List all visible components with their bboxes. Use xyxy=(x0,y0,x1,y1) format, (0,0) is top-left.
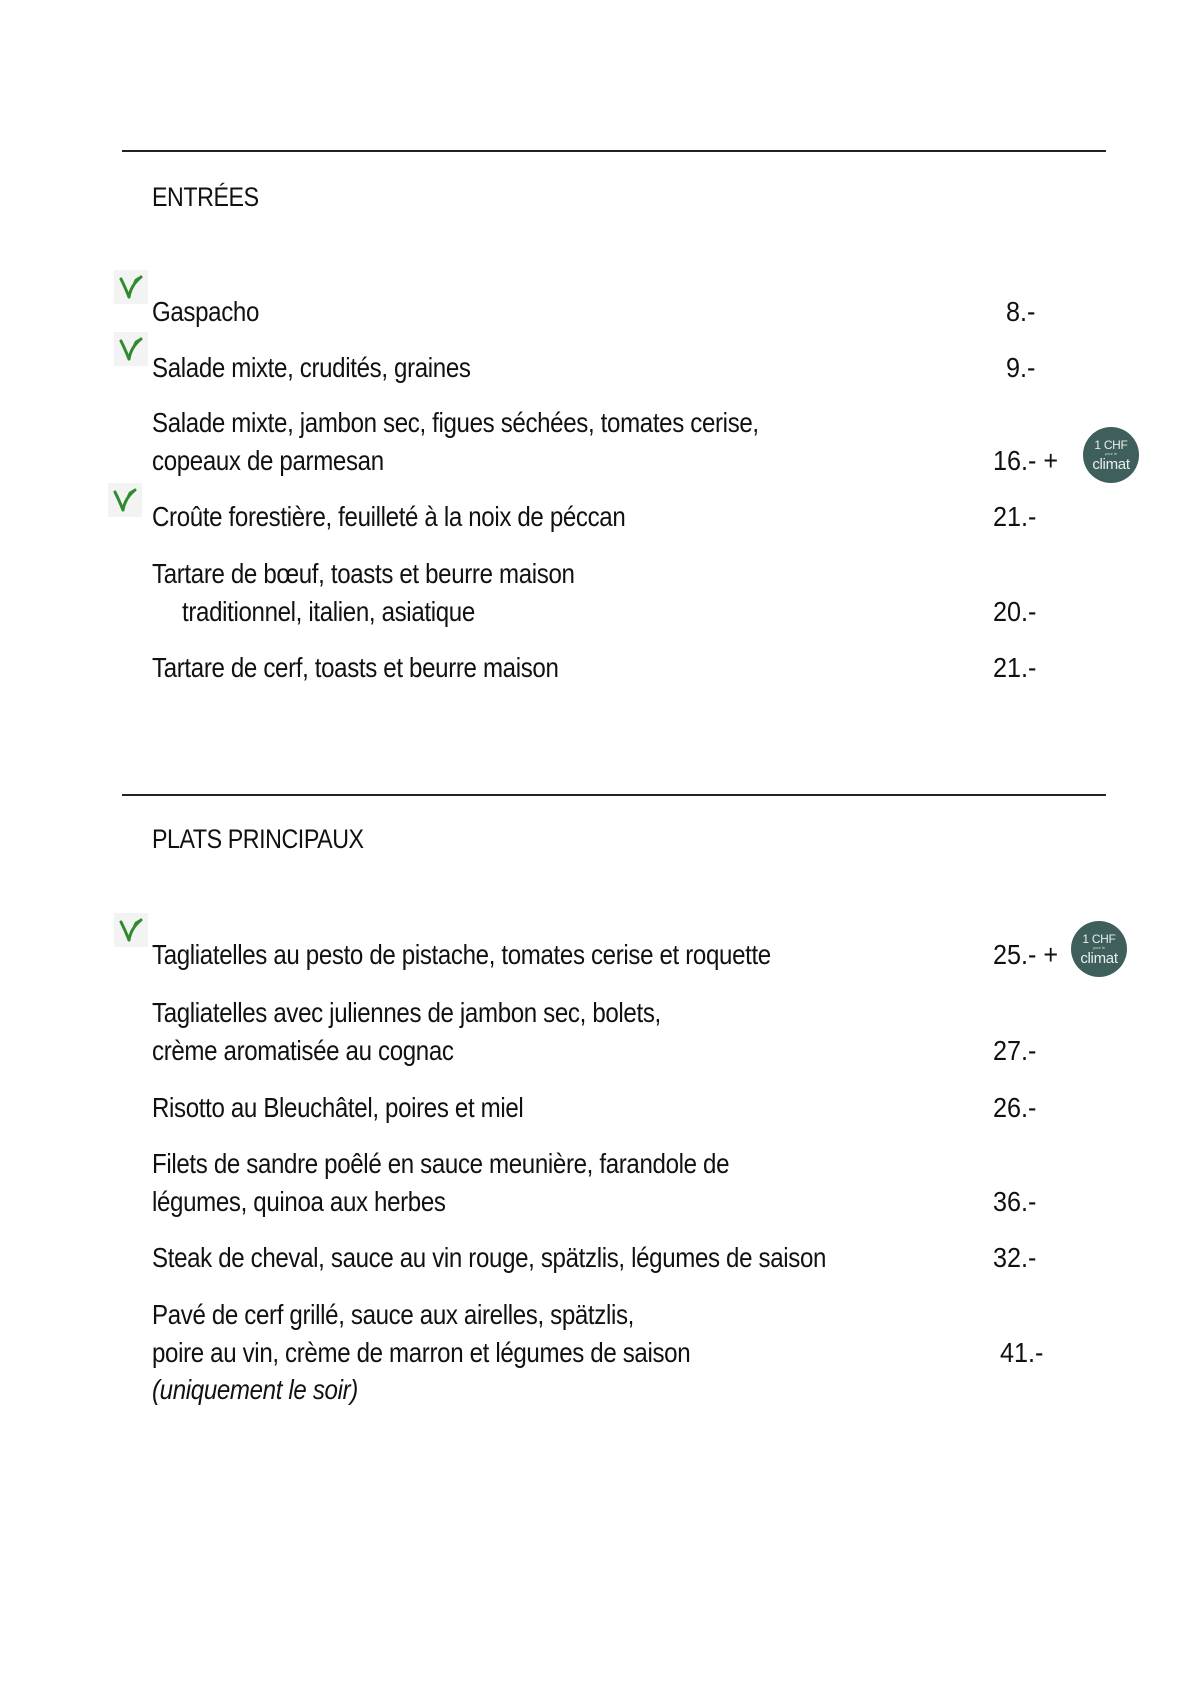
plat-risotto-line: Risotto au Bleuchâtel, poires et miel xyxy=(152,1092,524,1123)
plat-tagliatelles-jambon-price: 27.- xyxy=(993,1035,1037,1066)
entree-croute-price: 21.- xyxy=(993,501,1037,532)
entree-salade-crudites-price: 9.- xyxy=(1006,352,1036,383)
climat-badge-icon: 1 CHF pour le climat xyxy=(1083,427,1139,483)
plat-sandre-price: 36.- xyxy=(993,1186,1037,1217)
section-title-entrees: ENTRÉES xyxy=(152,182,259,212)
section-divider-entrees xyxy=(122,150,1106,152)
plat-risotto-price: 26.- xyxy=(993,1092,1037,1123)
vegetarian-sprout-icon xyxy=(108,483,142,517)
section-divider-plats xyxy=(122,794,1106,796)
plat-steak-cheval-line: Steak de cheval, sauce au vin rouge, spätzlis, légumes de saison xyxy=(152,1242,827,1273)
entree-salade-crudites-line: Salade mixte, crudités, graines xyxy=(152,352,471,383)
entree-tartare-cerf-line: Tartare de cerf, toasts et beurre maison xyxy=(152,652,559,683)
plat-pave-cerf-line-2: poire au vin, crème de marron et légumes de saison xyxy=(152,1337,691,1368)
entree-salade-jambon-price: 16.- + xyxy=(993,445,1059,476)
climat-badge-icon: 1 CHF pour le climat xyxy=(1071,921,1127,977)
entree-tartare-boeuf-line-1: Tartare de bœuf, toasts et beurre maison xyxy=(152,558,575,589)
entree-tartare-boeuf-line-2: traditionnel, italien, asiatique xyxy=(182,596,475,627)
vegetarian-sprout-icon xyxy=(114,332,148,366)
plat-steak-cheval-price: 32.- xyxy=(993,1242,1037,1273)
plat-sandre-line-1: Filets de sandre poêlé en sauce meunière, farandole de xyxy=(152,1148,730,1179)
entree-salade-jambon-line-2: copeaux de parmesan xyxy=(152,445,384,476)
plat-pave-cerf-line-1: Pavé de cerf grillé, sauce aux airelles, spätzlis, xyxy=(152,1299,635,1330)
plat-tagliatelles-jambon-line-1: Tagliatelles avec juliennes de jambon sec, bolets, xyxy=(152,997,661,1028)
section-title-plats: PLATS PRINCIPAUX xyxy=(152,824,364,854)
plat-sandre-line-2: légumes, quinoa aux herbes xyxy=(152,1186,446,1217)
entree-gaspacho-price: 8.- xyxy=(1006,296,1036,327)
entree-croute-line: Croûte forestière, feuilleté à la noix de péccan xyxy=(152,501,626,532)
entree-gaspacho-line: Gaspacho xyxy=(152,296,260,327)
entree-salade-jambon-line-1: Salade mixte, jambon sec, figues séchées, tomates cerise, xyxy=(152,407,759,438)
plat-tagliatelles-jambon-line-2: crème aromatisée au cognac xyxy=(152,1035,454,1066)
entree-tartare-boeuf-price: 20.- xyxy=(993,596,1037,627)
plat-pave-cerf-price: 41.- xyxy=(1000,1337,1044,1368)
vegetarian-sprout-icon xyxy=(114,913,148,947)
plat-tagliatelles-pesto-price: 25.- + xyxy=(993,939,1059,970)
vegetarian-sprout-icon xyxy=(114,270,148,304)
plat-tagliatelles-pesto-line: Tagliatelles au pesto de pistache, tomates cerise et roquette xyxy=(152,939,771,970)
entree-tartare-cerf-price: 21.- xyxy=(993,652,1037,683)
plat-pave-cerf-note: (uniquement le soir) xyxy=(152,1374,358,1405)
